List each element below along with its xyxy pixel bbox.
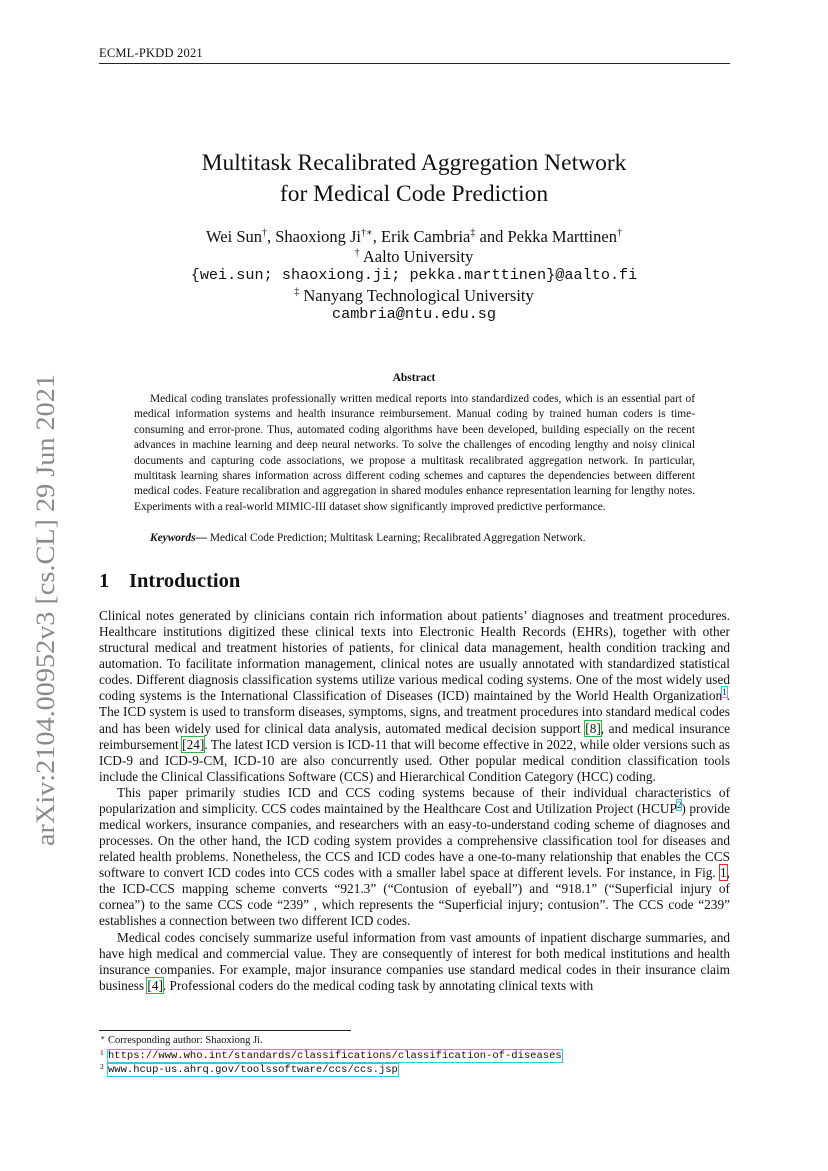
author-name: Shaoxiong Ji bbox=[275, 227, 361, 246]
keywords-text: Medical Code Prediction; Multitask Learning; Recalibrated Aggregation Network. bbox=[206, 532, 586, 544]
separator: , bbox=[267, 227, 276, 246]
footnote-link[interactable]: 2 bbox=[676, 799, 682, 810]
affiliation-line bbox=[0, 247, 828, 267]
footnotes bbox=[100, 1033, 562, 1078]
text-run: Clinical notes generated by clinicians contain rich information about patients’ diagnoses and treatment procedures. Healthcare institutions digitized these clinical texts into Electronic Health Records (EHRs), together with other structural medical and treatment histories of patients, for clinical data management, health condition tracking and automation. To facilitate information management, clinical notes are usually annotated with standardized statistical codes. Different diagnosis classification systems utilize various medical coding systems. One of the most widely used coding systems is the International Classification of Diseases (ICD) maintained by the World Health Organization bbox=[99, 608, 730, 704]
footnote-url-link[interactable]: www.hcup-us.ahrq.gov/toolssoftware/ccs/ccs.jsp bbox=[108, 1064, 398, 1076]
keywords-label: Keywords— bbox=[150, 532, 207, 544]
affiliation-mark: † bbox=[354, 247, 360, 258]
affiliation-mark: ‡ bbox=[294, 286, 300, 297]
author-block bbox=[0, 227, 828, 325]
citation-link[interactable]: [8] bbox=[585, 720, 601, 736]
text-run: . The latest ICD version is ICD-11 that will become effective in 2022, while older versions such as ICD-9 and ICD-9-CM, ICD-10 are also concurrently used. Other popular medical condition classification tools include the Clinical Classifications Software (CCS) and Hierarchical Condition Category (HCC) coding. bbox=[99, 736, 730, 784]
separator: , bbox=[372, 227, 382, 246]
text-run: , and medical insurance reimbursement bbox=[99, 720, 731, 752]
section-title: Introduction bbox=[129, 570, 241, 592]
email-line: {wei.sun; shaoxiong.ji; pekka.marttinen}@aalto.fi bbox=[190, 266, 638, 284]
footnote-mark: 1 bbox=[100, 1047, 104, 1057]
running-header: ECML-PKDD 2021 bbox=[99, 46, 203, 60]
abstract-text: Medical coding translates professionally written medical reports into standardized codes, which is an essential part of medical information systems and health insurance reimbursement. Manual coding by trained human coders is time-consuming and error-prone. Thus, automated coding algorithms have been developed, building especially on the recent advances in machine learning and deep neural networks. To solve the challenges of encoding lengthy and noisy clinical documents and capturing code associations, we propose a multitask recalibrated aggregation network. In particular, multitask learning shares information across different coding schemes and captures the dependencies between different medical codes. Feature recalibration and aggregation in shared modules enhance representation learning for lengthy notes. Experiments with a real-world MIMIC-III dataset show significantly improved predictive performance. bbox=[134, 393, 695, 513]
affiliation-mark: †∗ bbox=[360, 227, 373, 239]
paragraph bbox=[99, 930, 730, 994]
text-run: Medical codes concisely summarize useful information from vast amounts of inpatient discharge summaries, and have high medical and commercial value. They are consequently of interest for both medical institutions and health insurance companies. For example, major insurance companies use standard medical codes in their insurance claim business bbox=[99, 929, 730, 993]
footnote bbox=[100, 1047, 562, 1064]
abstract-heading: Abstract bbox=[392, 372, 436, 384]
author-name: Erik Cambria bbox=[381, 227, 471, 246]
footnote-text: Corresponding author: Shaoxiong Ji. bbox=[108, 1035, 263, 1046]
title-line-1: Multitask Recalibrated Aggregation Network bbox=[201, 150, 627, 176]
text-run: . Professional coders do the medical coding task by annotating clinical texts with bbox=[162, 977, 594, 993]
footnote-mark: 2 bbox=[100, 1062, 104, 1071]
figure-link[interactable]: 1 bbox=[720, 865, 727, 881]
footnote bbox=[100, 1062, 562, 1078]
affiliation-name: Nanyang Technological University bbox=[303, 285, 534, 305]
citation-link[interactable]: [24] bbox=[182, 736, 205, 752]
email-line: cambria@ntu.edu.sg bbox=[331, 305, 497, 323]
section-number: 1 bbox=[99, 570, 110, 592]
footnote-mark: ∗ bbox=[100, 1033, 106, 1042]
text-run: . The ICD system is used to transform diseases, symptoms, signs, and treatment procedures into standard medical codes and has been widely used for clinical data analysis, automated medical decision support bbox=[99, 688, 730, 736]
arxiv-side-stamp bbox=[14, 370, 70, 850]
text-run: , the ICD-CCS mapping scheme converts “921.3” (“Contusion of eyeball”) and “918.1” (“Superficial injury of cornea”) to the same CCS code “239” , which represents the “Superficial injury; contusion”. The CCS code “239” establishes a connection between two different ICD codes. bbox=[99, 865, 730, 929]
footnote bbox=[100, 1033, 562, 1049]
affiliation-mark: † bbox=[616, 227, 622, 239]
keywords-line bbox=[134, 531, 695, 546]
citation-link[interactable]: [4] bbox=[147, 977, 163, 993]
paper-title bbox=[0, 148, 828, 210]
separator: and bbox=[475, 227, 508, 246]
affiliation-mark: ‡ bbox=[470, 227, 476, 239]
affiliation-mark: † bbox=[262, 227, 267, 239]
affiliation-name: Aalto University bbox=[362, 246, 474, 266]
footnote-url-link[interactable]: https://www.who.int/standards/classifications/classification-of-diseases bbox=[108, 1049, 562, 1062]
author-line bbox=[0, 227, 828, 247]
author-name: Pekka Marttinen bbox=[507, 227, 617, 246]
text-run: ) provide medical workers, insurance companies, and researchers with an easy-to-understand coding scheme of diagnoses and processes. On the other hand, the ICD coding system provides a comprehensive classification tool for diseases and related health problems. Nonetheless, the CCS and ICD codes have a one-to-many relationship that enables the CCS software to convert ICD codes into CCS codes with a smaller label space at different levels. For instance, in Fig. bbox=[99, 800, 731, 881]
paragraph bbox=[99, 785, 730, 930]
section-heading bbox=[99, 570, 240, 593]
title-line-2: for Medical Code Prediction bbox=[279, 181, 549, 207]
author-name: Wei Sun bbox=[206, 227, 262, 246]
footnote-rule bbox=[99, 1030, 351, 1031]
text-run: This paper primarily studies ICD and CCS coding systems because of their individual characteristics of popularization and simplicity. CCS codes maintained by the Healthcare Cost and Utilization Project (HCUP bbox=[99, 784, 730, 816]
affiliation-line bbox=[0, 286, 828, 306]
header-rule bbox=[99, 63, 730, 64]
paragraph bbox=[99, 608, 730, 785]
footnote-link[interactable]: 1 bbox=[722, 686, 727, 697]
arxiv-stamp-text: arXiv:2104.00952v3 [cs.CL] 29 Jun 2021 bbox=[31, 411, 60, 846]
body-text bbox=[99, 608, 730, 994]
